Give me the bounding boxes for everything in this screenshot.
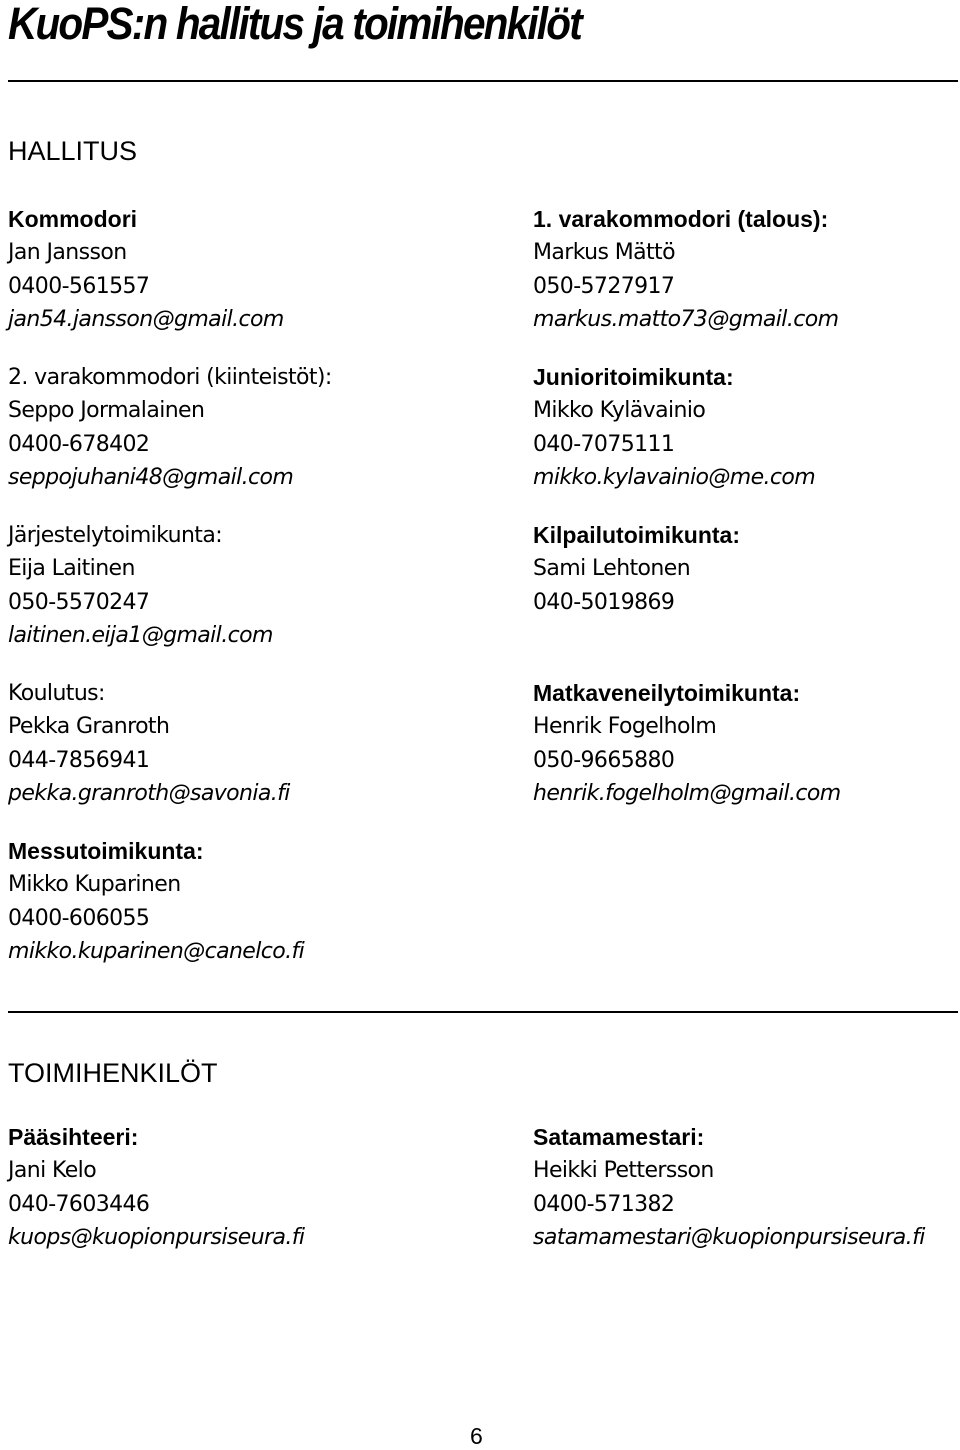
- contact-email: jan54.jansson@gmail.com: [8, 306, 284, 332]
- contact-messutoimikunta: [8, 835, 438, 968]
- contact-email: laitinen.eija1@gmail.com: [8, 622, 273, 648]
- contact-1-varakommodori: [533, 203, 960, 336]
- contact-email: markus.matto73@gmail.com: [533, 306, 839, 332]
- contact-satamamestari: [533, 1121, 960, 1254]
- contact-role: Messutoimikunta:: [8, 838, 204, 864]
- contact-role: Kilpailutoimikunta:: [533, 522, 740, 548]
- contact-paasihteeri: [8, 1121, 438, 1254]
- page-title: KuoPS:n hallitus ja toimihenkilöt: [8, 0, 581, 49]
- contact-name: Eija Laitinen: [8, 556, 135, 582]
- contact-phone: 050-9665880: [533, 747, 675, 773]
- contact-role: Järjestelytoimikunta:: [8, 523, 223, 548]
- contact-matkaveneilytoimikunta: [533, 677, 960, 810]
- contact-role: 2. varakommodori (kiinteistöt):: [8, 365, 332, 390]
- contact-name: Seppo Jormalainen: [8, 398, 205, 424]
- contact-phone: 0400-571382: [533, 1191, 675, 1217]
- contact-email: mikko.kuparinen@canelco.fi: [8, 938, 305, 964]
- contact-role: Junioritoimikunta:: [533, 364, 734, 390]
- contact-role: 1. varakommodori (talous):: [533, 206, 829, 232]
- contact-phone: 044-7856941: [8, 747, 150, 773]
- contact-name: Pekka Granroth: [8, 714, 170, 740]
- contact-name: Mikko Kylävainio: [533, 398, 706, 424]
- contact-email: henrik.fogelholm@gmail.com: [533, 780, 841, 806]
- contact-kilpailutoimikunta: [533, 519, 960, 619]
- contact-email: satamamestari@kuopionpursiseura.fi: [533, 1224, 925, 1250]
- hallitus-heading: HALLITUS: [8, 136, 138, 166]
- contact-role: Kommodori: [8, 206, 138, 232]
- contact-phone: 040-7075111: [533, 431, 675, 457]
- section-divider: [8, 1011, 958, 1013]
- contact-2-varakommodori: [8, 361, 438, 494]
- contact-email: seppojuhani48@gmail.com: [8, 464, 294, 490]
- toimihenkilot-heading: TOIMIHENKILÖT: [8, 1058, 218, 1088]
- contact-phone: 040-7603446: [8, 1191, 150, 1217]
- contact-email: mikko.kylavainio@me.com: [533, 464, 816, 490]
- contact-junioritoimikunta: [533, 361, 960, 494]
- page-number: 6: [470, 1423, 483, 1449]
- contact-phone: 050-5727917: [533, 273, 675, 299]
- contact-name: Henrik Fogelholm: [533, 714, 717, 740]
- contact-jarjestelytoimikunta: [8, 519, 438, 652]
- contact-name: Mikko Kuparinen: [8, 872, 181, 898]
- contact-phone: 040-5019869: [533, 589, 675, 615]
- contact-phone: 0400-678402: [8, 431, 150, 457]
- contact-kommodori: [8, 203, 438, 336]
- contact-email: kuops@kuopionpursiseura.fi: [8, 1224, 305, 1250]
- contact-email: pekka.granroth@savonia.fi: [8, 780, 290, 806]
- contact-koulutus: [8, 677, 438, 810]
- contact-name: Jani Kelo: [8, 1158, 97, 1184]
- contact-name: Heikki Pettersson: [533, 1158, 714, 1184]
- contact-name: Markus Mättö: [533, 240, 675, 266]
- contact-role: Satamamestari:: [533, 1124, 705, 1150]
- title-divider: [8, 80, 958, 82]
- contact-phone: 0400-561557: [8, 273, 150, 299]
- contact-phone: 050-5570247: [8, 589, 150, 615]
- contact-name: Sami Lehtonen: [533, 556, 691, 582]
- contact-name: Jan Jansson: [8, 240, 127, 266]
- contact-role: Pääsihteeri:: [8, 1124, 139, 1150]
- contact-phone: 0400-606055: [8, 905, 150, 931]
- contact-role: Matkaveneilytoimikunta:: [533, 680, 801, 706]
- contact-role: Koulutus:: [8, 681, 105, 706]
